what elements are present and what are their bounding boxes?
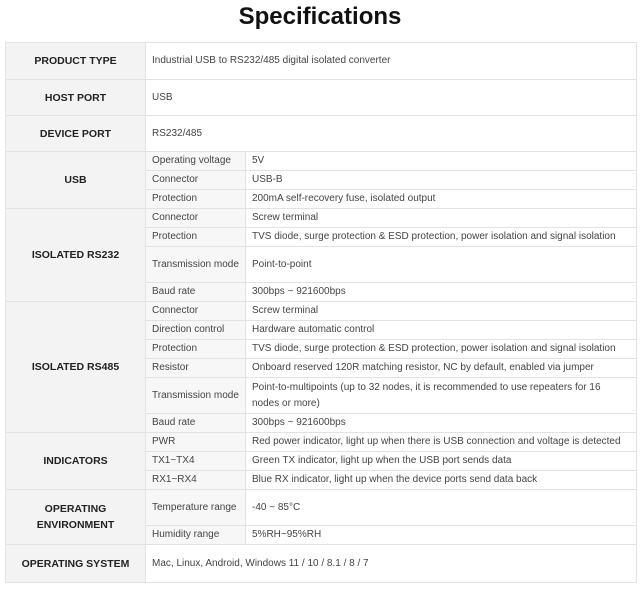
spec-value: USB-B bbox=[246, 171, 637, 190]
page-title: Specifications bbox=[238, 3, 402, 30]
spec-value: Hardware automatic control bbox=[246, 321, 637, 340]
spec-key: Connector bbox=[146, 302, 246, 321]
category-label: ISOLATED RS485 bbox=[6, 302, 146, 433]
spec-key: Humidity range bbox=[146, 526, 246, 545]
category-label: DEVICE PORT bbox=[6, 116, 146, 152]
spec-key: TX1~TX4 bbox=[146, 452, 246, 471]
table-row bbox=[6, 80, 637, 116]
table-row bbox=[6, 433, 637, 452]
table-row bbox=[6, 302, 637, 321]
table-row bbox=[6, 152, 637, 171]
spec-value: -40 ~ 85°C bbox=[246, 490, 637, 526]
spec-key: Transmission mode bbox=[146, 247, 246, 283]
spec-key: Temperature range bbox=[146, 490, 246, 526]
category-label: PRODUCT TYPE bbox=[6, 43, 146, 80]
spec-value: RS232/485 bbox=[146, 116, 637, 152]
spec-key: Protection bbox=[146, 228, 246, 247]
spec-value: Point-to-point bbox=[246, 247, 637, 283]
category-label: OPERATING SYSTEM bbox=[6, 545, 146, 583]
spec-value: Blue RX indicator, light up when the device ports send data back bbox=[246, 471, 637, 490]
spec-key: Baud rate bbox=[146, 283, 246, 302]
spec-value: TVS diode, surge protection & ESD protection, power isolation and signal isolation bbox=[246, 340, 637, 359]
table-row bbox=[6, 490, 637, 526]
spec-key: Connector bbox=[146, 171, 246, 190]
spec-value: 200mA self-recovery fuse, isolated output bbox=[246, 190, 637, 209]
spec-value: TVS diode, surge protection & ESD protection, power isolation and signal isolation bbox=[246, 228, 637, 247]
spec-value: Red power indicator, light up when there is USB connection and voltage is detected bbox=[246, 433, 637, 452]
spec-key: PWR bbox=[146, 433, 246, 452]
table-row bbox=[6, 116, 637, 152]
spec-key: Baud rate bbox=[146, 414, 246, 433]
table-row bbox=[6, 43, 637, 80]
spec-value: USB bbox=[146, 80, 637, 116]
spec-key: Direction control bbox=[146, 321, 246, 340]
spec-value: 300bps ~ 921600bps bbox=[246, 414, 637, 433]
spec-key: Operating voltage bbox=[146, 152, 246, 171]
spec-key: RX1~RX4 bbox=[146, 471, 246, 490]
category-label: HOST PORT bbox=[6, 80, 146, 116]
spec-value: Point-to-multipoints (up to 32 nodes, it is recommended to use repeaters for 16 nodes or more) bbox=[246, 378, 637, 414]
spec-key: Protection bbox=[146, 340, 246, 359]
spec-value: 5%RH~95%RH bbox=[246, 526, 637, 545]
spec-table bbox=[5, 42, 637, 583]
table-row bbox=[6, 545, 637, 583]
spec-value: Green TX indicator, light up when the USB port sends data bbox=[246, 452, 637, 471]
spec-value: Industrial USB to RS232/485 digital isolated converter bbox=[146, 43, 637, 80]
spec-value: Screw terminal bbox=[246, 209, 637, 228]
spec-value: Screw terminal bbox=[246, 302, 637, 321]
category-label: INDICATORS bbox=[6, 433, 146, 490]
spec-key: Protection bbox=[146, 190, 246, 209]
category-label: ISOLATED RS232 bbox=[6, 209, 146, 302]
category-label: OPERATING ENVIRONMENT bbox=[6, 490, 146, 545]
spec-value: Mac, Linux, Android, Windows 11 / 10 / 8.1 / 8 / 7 bbox=[146, 545, 637, 583]
spec-key: Resistor bbox=[146, 359, 246, 378]
spec-key: Connector bbox=[146, 209, 246, 228]
spec-key: Transmission mode bbox=[146, 378, 246, 414]
spec-value: 5V bbox=[246, 152, 637, 171]
table-row bbox=[6, 209, 637, 228]
spec-value: 300bps ~ 921600bps bbox=[246, 283, 637, 302]
spec-value: Onboard reserved 120R matching resistor, NC by default, enabled via jumper bbox=[246, 359, 637, 378]
category-label: USB bbox=[6, 152, 146, 209]
